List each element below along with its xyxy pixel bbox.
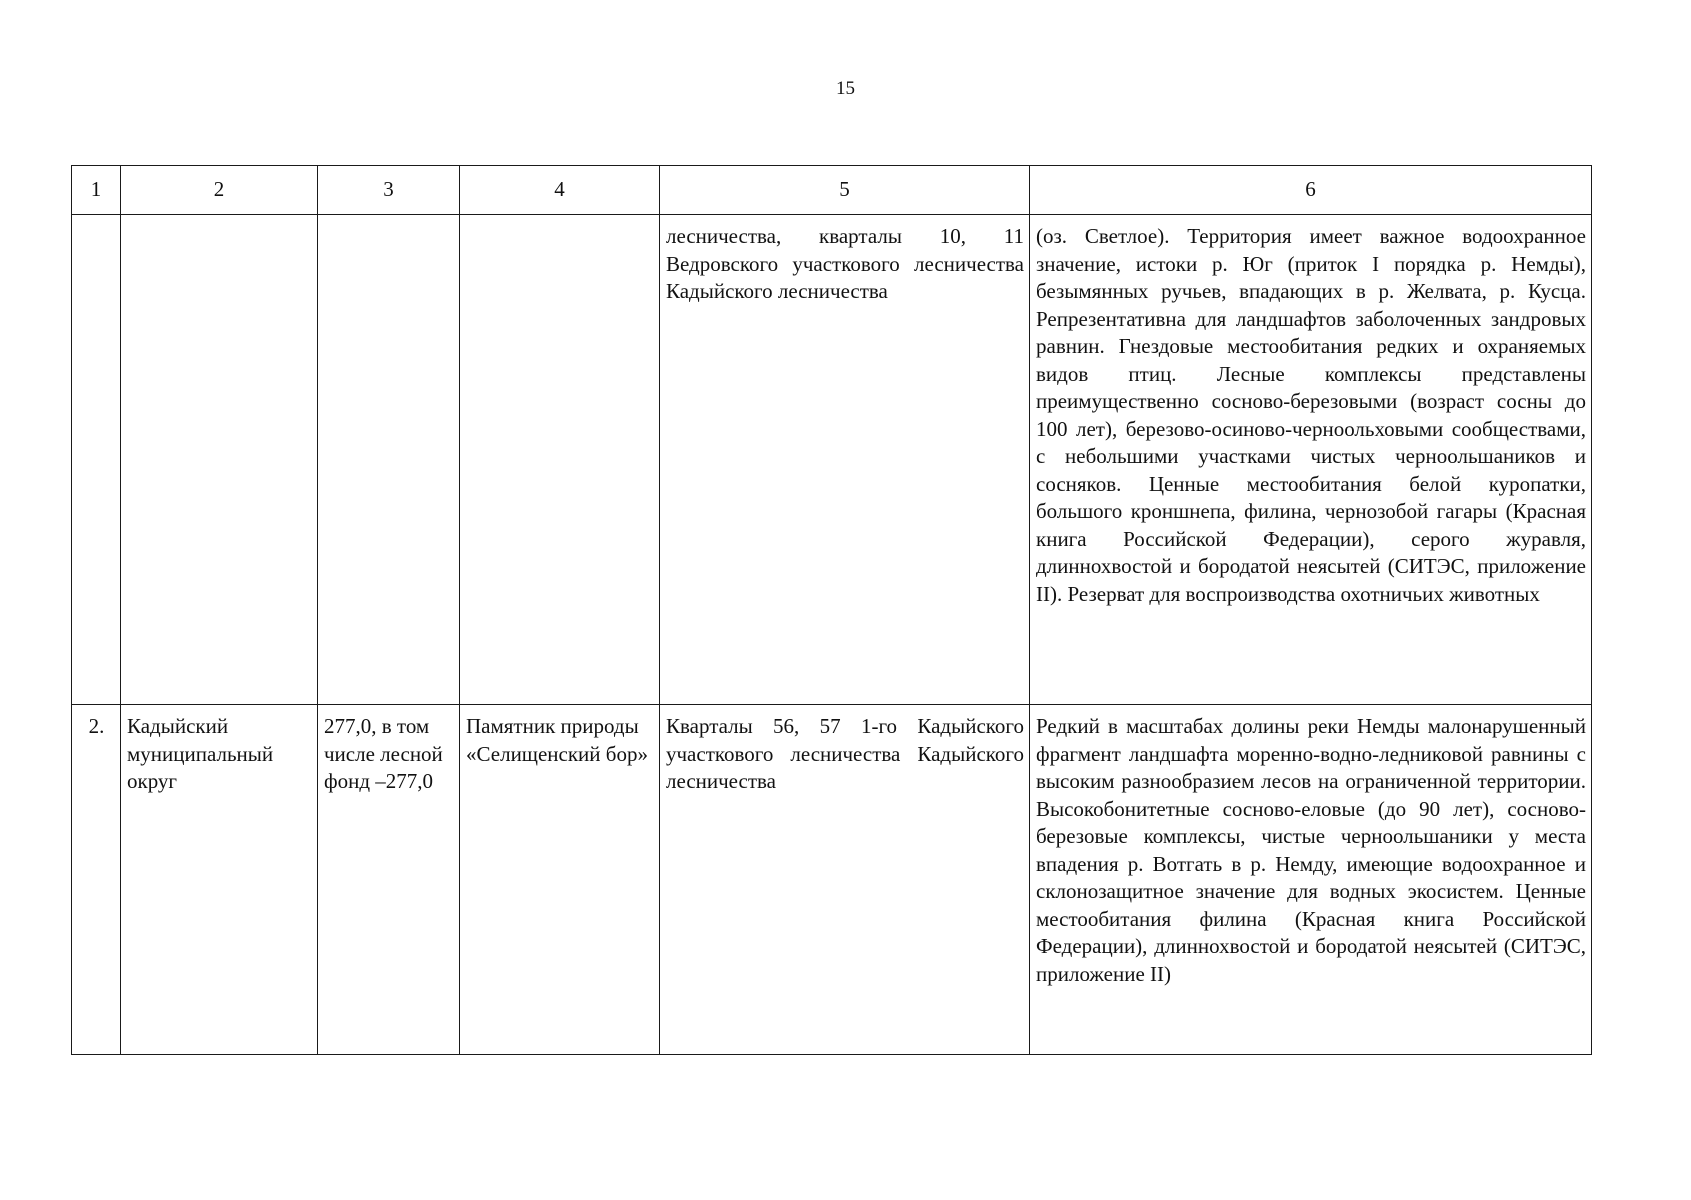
- column-header: 5: [660, 166, 1030, 215]
- description-cell: (оз. Светлое). Территория имеет важное водоохранное значение, истоки р. Юг (приток I порядка р. Немды), безымянных ручьев, впадающих в р. Желвата, р. Кусца. Репрезентативна для ландшафтов заболоченных зандровых равнин. Гнездовые местообитания редких и охраняемых видов птиц. Лесные комплексы представлены преимущественно сосново-березовыми (возраст сосны до 100 лет), березово-осиново-черноольховыми сообществами, с небольшими участками чистых черноольшаников и сосняков. Ценные местообитания белой куропатки, большого кроншнепа, филина, чернозобой гагары (Красная книга Российской Федерации), серого журавля, длиннохвостой и бородатой неясытей (СИТЭС, приложение II). Резерват для воспроизводства охотничьих животных: [1030, 215, 1592, 705]
- column-header: 1: [72, 166, 121, 215]
- protected-areas-table: [71, 165, 1592, 1055]
- table-row: [72, 705, 1592, 1055]
- area-cell: [318, 215, 460, 705]
- area-cell: 277,0, в том числе лесной фонд –277,0: [318, 705, 460, 1055]
- district-cell: [121, 215, 318, 705]
- location-cell: лесничества, кварталы 10, 11 Ведровского участкового лесничества Кадыйского лесничества: [660, 215, 1030, 705]
- name-cell: [460, 215, 660, 705]
- row-number-cell: 2.: [72, 705, 121, 1055]
- column-header: 2: [121, 166, 318, 215]
- table-header-row: [72, 166, 1592, 215]
- column-header: 4: [460, 166, 660, 215]
- name-cell: Памятник природы «Селищенский бор»: [460, 705, 660, 1055]
- row-number-cell: [72, 215, 121, 705]
- column-header: 3: [318, 166, 460, 215]
- description-cell: Редкий в масштабах долины реки Немды малонарушенный фрагмент ландшафта моренно-водно-ледниковой равнины с высоким разнообразием лесов на ограниченной территории. Высокобонитетные сосново-еловые (до 90 лет), сосново-березовые комплексы, чистые черноольшаники у места впадения р. Вотгать в р. Немду, имеющие водоохранное и склонозащитное значение для водных экосистем. Ценные местообитания филина (Красная книга Российской Федерации), длиннохвостой и бородатой неясытей (СИТЭС, приложение II): [1030, 705, 1592, 1055]
- district-cell: Кадыйский муниципальный округ: [121, 705, 318, 1055]
- column-header: 6: [1030, 166, 1592, 215]
- page-number: 15: [836, 78, 855, 99]
- table-row: [72, 215, 1592, 705]
- location-cell: Кварталы 56, 57 1-го Кадыйского участкового лесничества Кадыйского лесничества: [660, 705, 1030, 1055]
